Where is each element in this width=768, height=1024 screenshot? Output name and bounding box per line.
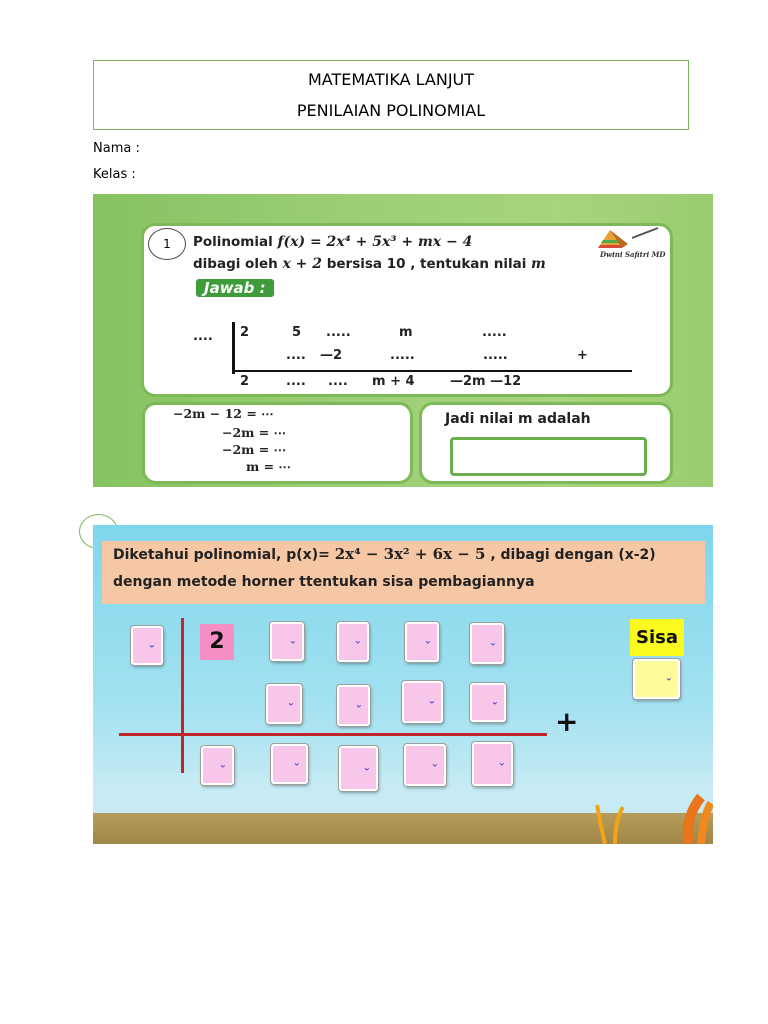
horner-r3-c2: .... [286, 374, 306, 389]
header-box [93, 60, 689, 130]
horner-r1-c5: ..... [482, 325, 507, 340]
chevron-down-icon: ⌄ [288, 634, 297, 646]
chevron-down-icon: ⌄ [423, 635, 432, 647]
horner-r1-c1: 2 [240, 325, 250, 340]
nama-label: Nama : [93, 141, 140, 156]
q1-line1-prefix: Polinomial [193, 234, 273, 250]
horner-vertical-line [232, 322, 235, 374]
sisa-dropdown[interactable] [633, 659, 680, 699]
plant-decoration-icon [593, 787, 713, 844]
horner-plus: + [577, 348, 588, 363]
chevron-down-icon: ⌄ [286, 697, 295, 709]
equation-4: m = ⋯ [246, 459, 291, 474]
horner2-plus: + [555, 705, 579, 738]
chevron-down-icon: ⌄ [218, 758, 227, 770]
q1-variable: m [531, 256, 546, 272]
question-1-image [93, 194, 713, 487]
q1-line2-suffix: , tentukan nilai [410, 256, 527, 272]
document-title: MATEMATIKA LANJUT [307, 70, 475, 89]
q2-polynomial: 2x⁴ − 3x² + 6x − 5 [334, 545, 486, 563]
result-dropdown-2[interactable] [271, 744, 308, 784]
q1-remainder: 10 [386, 256, 406, 272]
horner2-vertical-line [181, 618, 184, 773]
document-subtitle: PENILAIAN POLINOMIAL [296, 101, 486, 120]
question-1-line1 [193, 234, 472, 250]
q1-polynomial: f(x) = 2x⁴ + 5x³ + mx − 4 [277, 234, 473, 250]
horner-r3-c3: .... [328, 374, 348, 389]
coef-dropdown-3[interactable] [405, 622, 439, 662]
result-dropdown-1[interactable] [201, 746, 234, 785]
sisa-label: Sisa [630, 619, 684, 656]
q1-line2-prefix: dibagi oleh [193, 256, 278, 272]
divisor-dropdown[interactable] [131, 626, 163, 665]
horner-r1-c3: ..... [326, 325, 351, 340]
watermark: Dwini Safitri MD [600, 250, 666, 259]
question-1-number: 1 [148, 228, 186, 260]
horner-r2-c4: ..... [483, 348, 508, 363]
q1-divisor: x + 2 [282, 256, 323, 272]
chevron-down-icon: ⌄ [490, 695, 499, 707]
q2-line1-prefix: Diketahui polinomial, p(x)= [113, 547, 330, 563]
question-2-image [93, 525, 713, 844]
horner-divisor: .... [193, 329, 213, 344]
mult-dropdown-4[interactable] [470, 683, 506, 722]
divisor-value: 2 [200, 624, 234, 660]
horner-r2-c1: .... [286, 348, 306, 363]
kelas-label: Kelas : [93, 167, 136, 182]
coef-dropdown-1[interactable] [270, 622, 304, 661]
conclusion-label: Jadi nilai m adalah [445, 411, 591, 427]
question-1-line2 [193, 256, 546, 272]
result-dropdown-4[interactable] [404, 744, 446, 786]
coef-dropdown-2[interactable] [337, 622, 369, 662]
mult-dropdown-1[interactable] [266, 684, 302, 724]
chevron-down-icon: ⌄ [353, 635, 362, 647]
mult-dropdown-2[interactable] [337, 685, 370, 726]
chevron-down-icon: ⌄ [362, 761, 371, 773]
equation-2: −2m = ⋯ [222, 425, 287, 440]
question-2-line1 [113, 545, 656, 563]
chevron-down-icon: ⌄ [292, 757, 301, 769]
horner-r3-c5: —2m —12 [450, 374, 522, 389]
horner-horizontal-line [232, 370, 632, 372]
chevron-down-icon: ⌄ [354, 698, 363, 710]
horner-r2-c3: ..... [390, 348, 415, 363]
result-dropdown-3[interactable] [339, 746, 378, 791]
chevron-down-icon: ⌄ [427, 695, 436, 707]
question-2-line2: dengan metode horner ttentukan sisa pembagiannya [113, 574, 535, 590]
horner-r3-c1: 2 [240, 374, 250, 389]
horner2-horizontal-line [119, 733, 547, 736]
horner-r1-c2: 5 [292, 325, 302, 340]
horner-r1-c4: m [399, 325, 413, 340]
horner-r2-c2: —2 [320, 348, 343, 363]
chevron-down-icon: ⌄ [147, 638, 156, 650]
equation-3: −2m = ⋯ [222, 442, 287, 457]
equation-1: −2m − 12 = ⋯ [173, 406, 274, 421]
mult-dropdown-3[interactable] [402, 681, 443, 723]
result-dropdown-5[interactable] [472, 742, 513, 786]
answer-input[interactable] [450, 437, 647, 476]
chevron-down-icon: ⌄ [497, 757, 506, 769]
chevron-down-icon: ⌄ [430, 758, 439, 770]
jawab-label: Jawab : [196, 279, 274, 297]
chevron-down-icon: ⌄ [664, 672, 673, 684]
chevron-down-icon: ⌄ [488, 636, 497, 648]
coef-dropdown-4[interactable] [470, 623, 504, 664]
q1-line2-mid: bersisa [326, 256, 383, 272]
horner-r3-c4: m + 4 [372, 374, 415, 389]
q2-line1-suffix: , dibagi dengan (x-2) [490, 547, 656, 563]
